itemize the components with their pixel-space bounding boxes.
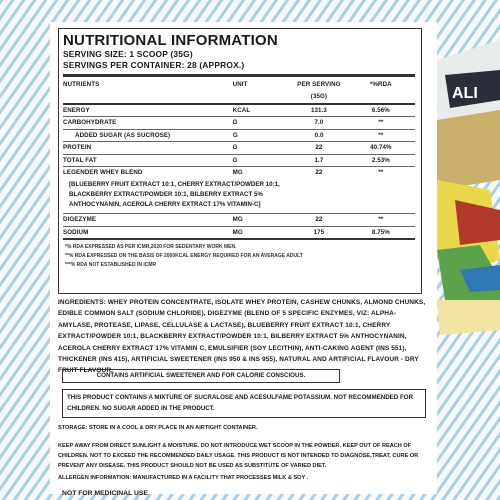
row-value: 175 [313, 228, 325, 236]
footnote: *% RDA EXPRESSED AS PER ICMR,2020 FOR SEDENTARY WORK MEN. [65, 244, 237, 251]
servings-per-container: SERVINGS PER CONTAINER: 28 (APPROX.) [63, 60, 245, 70]
serving-size: SERVING SIZE: 1 SCOOP (35G) [63, 49, 193, 59]
footnote: **% RDA EXPRESSED ON THE BASIS OF 2000KCAL ENERGY REQUIRED FOR AN AVERAGE ADULT [65, 253, 303, 260]
footnote: ***% RDA NOT ESTABLISHED IN ICMR [65, 262, 157, 269]
table-row [63, 142, 415, 153]
row-value: 22 [315, 216, 323, 224]
blend-detail: [BLUEBERRY FRUIT EXTRACT 10:1, CHERRY EXTRACT/POWDER 10:1, BLACKBERRY EXTRACT/POWDER 10:1, BILBERRY EXTRACT 5% ANTHOCYNANIN, ACEROLA CHERRY EXTRACT 17% VITAMIN-C] [69, 181, 280, 209]
row-name: SODIUM [63, 228, 89, 236]
table-row [63, 130, 415, 141]
header-unit: UNIT [232, 81, 248, 88]
row-unit: G [232, 131, 238, 139]
row-value: 1.7 [314, 156, 324, 164]
mixture-notice: THIS PRODUCT CONTAINS A MIXTURE OF SUCRALOSE AND ACESULFAME POTASSIUM. NOT RECOMMENDED FOR CHILDREN. NO SUGAR ADDED IN THE PRODUCT. [62, 389, 426, 418]
table-row [63, 227, 415, 238]
divider [63, 74, 415, 77]
row-value: 0.0 [314, 131, 324, 139]
row-name: TOTAL FAT [63, 156, 97, 164]
row-name: DIGEZYME [63, 216, 97, 224]
row-rda: ** [378, 131, 384, 139]
row-unit: KCAL [232, 107, 251, 114]
header-nutrients: NUTRIENTS [63, 81, 100, 88]
header-rda: *%RDA [369, 81, 392, 88]
row-unit: G [232, 156, 238, 164]
row-rda: ** [378, 169, 384, 177]
row-unit: MG [232, 228, 243, 236]
warning-text: KEEP AWAY FROM DIRECT SUNLIGHT & MOISTURE. DO NOT INTRODUCE WET SCOOP IN THE POWDER. KEEP OUT OF REACH OF CHILDREN. NOT TO EXCEED THE RECOMMENDED DAILY USAGE. THIS PRODUCT IS NOT INTENDED TO DIAGNOSE,TREAT, CURE OR PREVENT ANY DISEASE. THIS PRODUCT SHOULD NOT BE USED AS SUBSTITUTE OF VARIED DIET. [58, 443, 419, 470]
row-rda: 2.53% [371, 156, 390, 164]
nutrition-facts-box [58, 28, 422, 294]
sweetener-notice: CONTAINS ARTIFICIAL SWEETENER AND FOR CALORIE CONSCIOUS. [62, 369, 340, 383]
row-name: ADDED SUGAR (AS SUCROSE) [75, 131, 171, 139]
ingredients-text: INGREDIENTS: WHEY PROTEIN CONCENTRATE, ISOLATE WHEY PROTEIN, CASHEW CHUNKS, ALMOND CHUNKS, EDIBLE COMMON SALT (SODIUM CHLORIDE), DIGEZYME (BLEND OF 5 SPECIFIC ENZYMES, VIZ: ALPHA-AMYLASE, PROTEASE, LIPASE, CELLULASE & LACTASE), BLUEBERRY FRUIT EXTRACT 10:1, CHERRY EXTRACT/POWDER 10:1, BLACKBERRY EXTRACT/POWDER 10:1, BILBERRY EXTRACT 5% ANTHOCYNANIN, ACEROLA CHERRY EXTRACT 17% VITAMIN C, EMULSIFIER (SOY LECITHIN), ANTI-CAKING AGENT (INS 551), THICKENER (INS 415), ARTIFICIAL SWEETENER (INS 950 & INS 955), NATURAL AND ARTIFICIAL FLAVOUR - DRY FRUIT FLAVOUR. [58, 299, 426, 375]
row-rda: 8.75% [371, 228, 390, 236]
label-panel [50, 22, 437, 497]
header-per-serving: PER SERVING (35G) [297, 81, 341, 100]
row-value: 7.0 [314, 119, 324, 127]
divider [63, 238, 415, 240]
row-rda: ** [378, 216, 384, 224]
table-row [63, 167, 415, 178]
row-value: 131.3 [310, 107, 327, 114]
nutrition-title: NUTRITIONAL INFORMATION [63, 32, 278, 49]
row-unit: MG [232, 216, 243, 224]
row-value: 22 [315, 144, 323, 152]
row-name: CARBOHYDRATE [63, 119, 117, 127]
row-unit: G [232, 119, 238, 127]
table-header [63, 79, 415, 103]
row-value: 22 [315, 169, 323, 177]
table-row [63, 105, 415, 116]
art-fragment-text: ALI [452, 85, 478, 102]
storage-text: STORAGE: STORE IN A COOL & DRY PLACE IN AN AIRTIGHT CONTAINER. [58, 425, 258, 431]
table-row [63, 155, 415, 166]
allergen-text: ALLERGEN INFORMATION: MANUFACTURED IN A FACILITY THAT PROCESSES MILK & SOY . [58, 475, 309, 481]
row-unit: MG [232, 169, 243, 177]
row-rda: ** [378, 119, 384, 127]
row-rda: 40.74% [370, 144, 392, 152]
row-name: ENERGY [63, 107, 90, 114]
row-unit: G [232, 144, 238, 152]
row-rda: 6.56% [371, 107, 390, 114]
not-medicinal-text: NOT FOR MEDICINAL USE [62, 490, 148, 497]
row-name: PROTEIN [63, 144, 92, 152]
table-row [63, 117, 415, 128]
table-row [63, 214, 415, 225]
row-name: LEGENDER WHEY BLEND [63, 169, 143, 177]
